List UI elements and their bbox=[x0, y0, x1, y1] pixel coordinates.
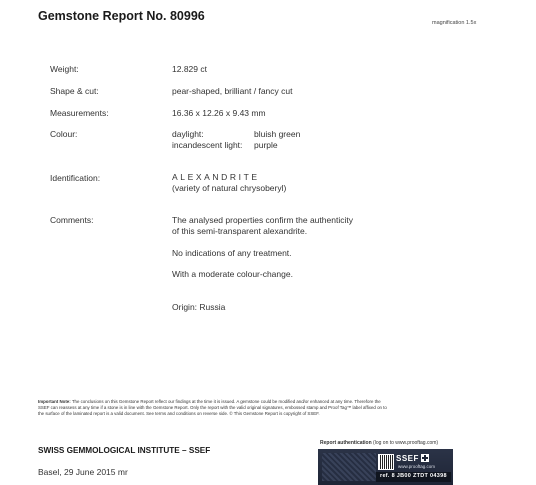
issue-date: Basel, 29 June 2015 mr bbox=[38, 467, 128, 477]
report-title: Gemstone Report No. 80996 bbox=[38, 9, 205, 23]
colour-daylight-value: bluish green bbox=[254, 129, 301, 139]
important-note-line-3: the surface of the laminated report is a valid document. See terms and conditions on reverse side. © This Gemstone Report is copyright of SSEF. bbox=[38, 411, 320, 417]
comment-line-2: No indications of any treatment. bbox=[172, 248, 292, 258]
qr-code-icon bbox=[378, 454, 394, 470]
ssef-logo bbox=[396, 454, 429, 463]
proof-tag-label bbox=[318, 449, 453, 485]
important-note-lead: Important Note: bbox=[38, 399, 71, 404]
proof-tag-url: www.prooftag.com bbox=[398, 464, 436, 469]
identification-sub: (variety of natural chrysoberyl) bbox=[172, 183, 287, 193]
important-note-line-1: The conclusions on this Gemstone Report reflect our findings at the time it is issued. A gemstone could be modified and/or enhanced at any time. Therefore the bbox=[71, 399, 381, 404]
colour-incandescent-value: purple bbox=[254, 140, 278, 150]
important-note-line-2: SSEF can reassess at any time if a stone is in line with the Gemstone Report. Only the report with the valid original signatures, embossed stamp and Proof Tag™ label affixed on to bbox=[38, 405, 387, 411]
colour-daylight-label: daylight: bbox=[172, 129, 204, 139]
measurements-label: Measurements: bbox=[50, 108, 109, 118]
identification-value: ALEXANDRITE bbox=[172, 172, 260, 182]
measurements-value: 16.36 x 12.26 x 9.43 mm bbox=[172, 108, 266, 118]
weight-label: Weight: bbox=[50, 64, 79, 74]
colour-label: Colour: bbox=[50, 129, 78, 139]
comment-line-1a: The analysed properties confirm the authenticity bbox=[172, 215, 353, 225]
weight-value: 12.829 ct bbox=[172, 64, 207, 74]
origin: Origin: Russia bbox=[172, 302, 226, 312]
authentication-label bbox=[320, 440, 438, 446]
authentication-hint: (log on to www.prooftag.com) bbox=[371, 440, 439, 446]
comment-line-1b: of this semi-transparent alexandrite. bbox=[172, 226, 308, 236]
identification-label: Identification: bbox=[50, 173, 101, 183]
comment-line-3: With a moderate colour-change. bbox=[172, 269, 293, 279]
proof-tag-ref: ref. 8 JB00 ZTDT 04398 bbox=[380, 473, 447, 479]
authentication-title: Report authentication bbox=[320, 440, 372, 446]
shape-value: pear-shaped, brilliant / fancy cut bbox=[172, 86, 293, 96]
magnification-note: magnification 1.5x bbox=[432, 20, 477, 26]
comments-label: Comments: bbox=[50, 215, 94, 225]
colour-incandescent-label: incandescent light: bbox=[172, 140, 243, 150]
shape-label: Shape & cut: bbox=[50, 86, 99, 96]
swiss-cross-icon bbox=[421, 454, 429, 462]
important-note bbox=[38, 399, 500, 418]
proof-tag-pattern bbox=[322, 453, 376, 481]
ssef-logo-text: SSEF bbox=[396, 454, 419, 463]
institute-name: SWISS GEMMOLOGICAL INSTITUTE – SSEF bbox=[38, 446, 211, 455]
